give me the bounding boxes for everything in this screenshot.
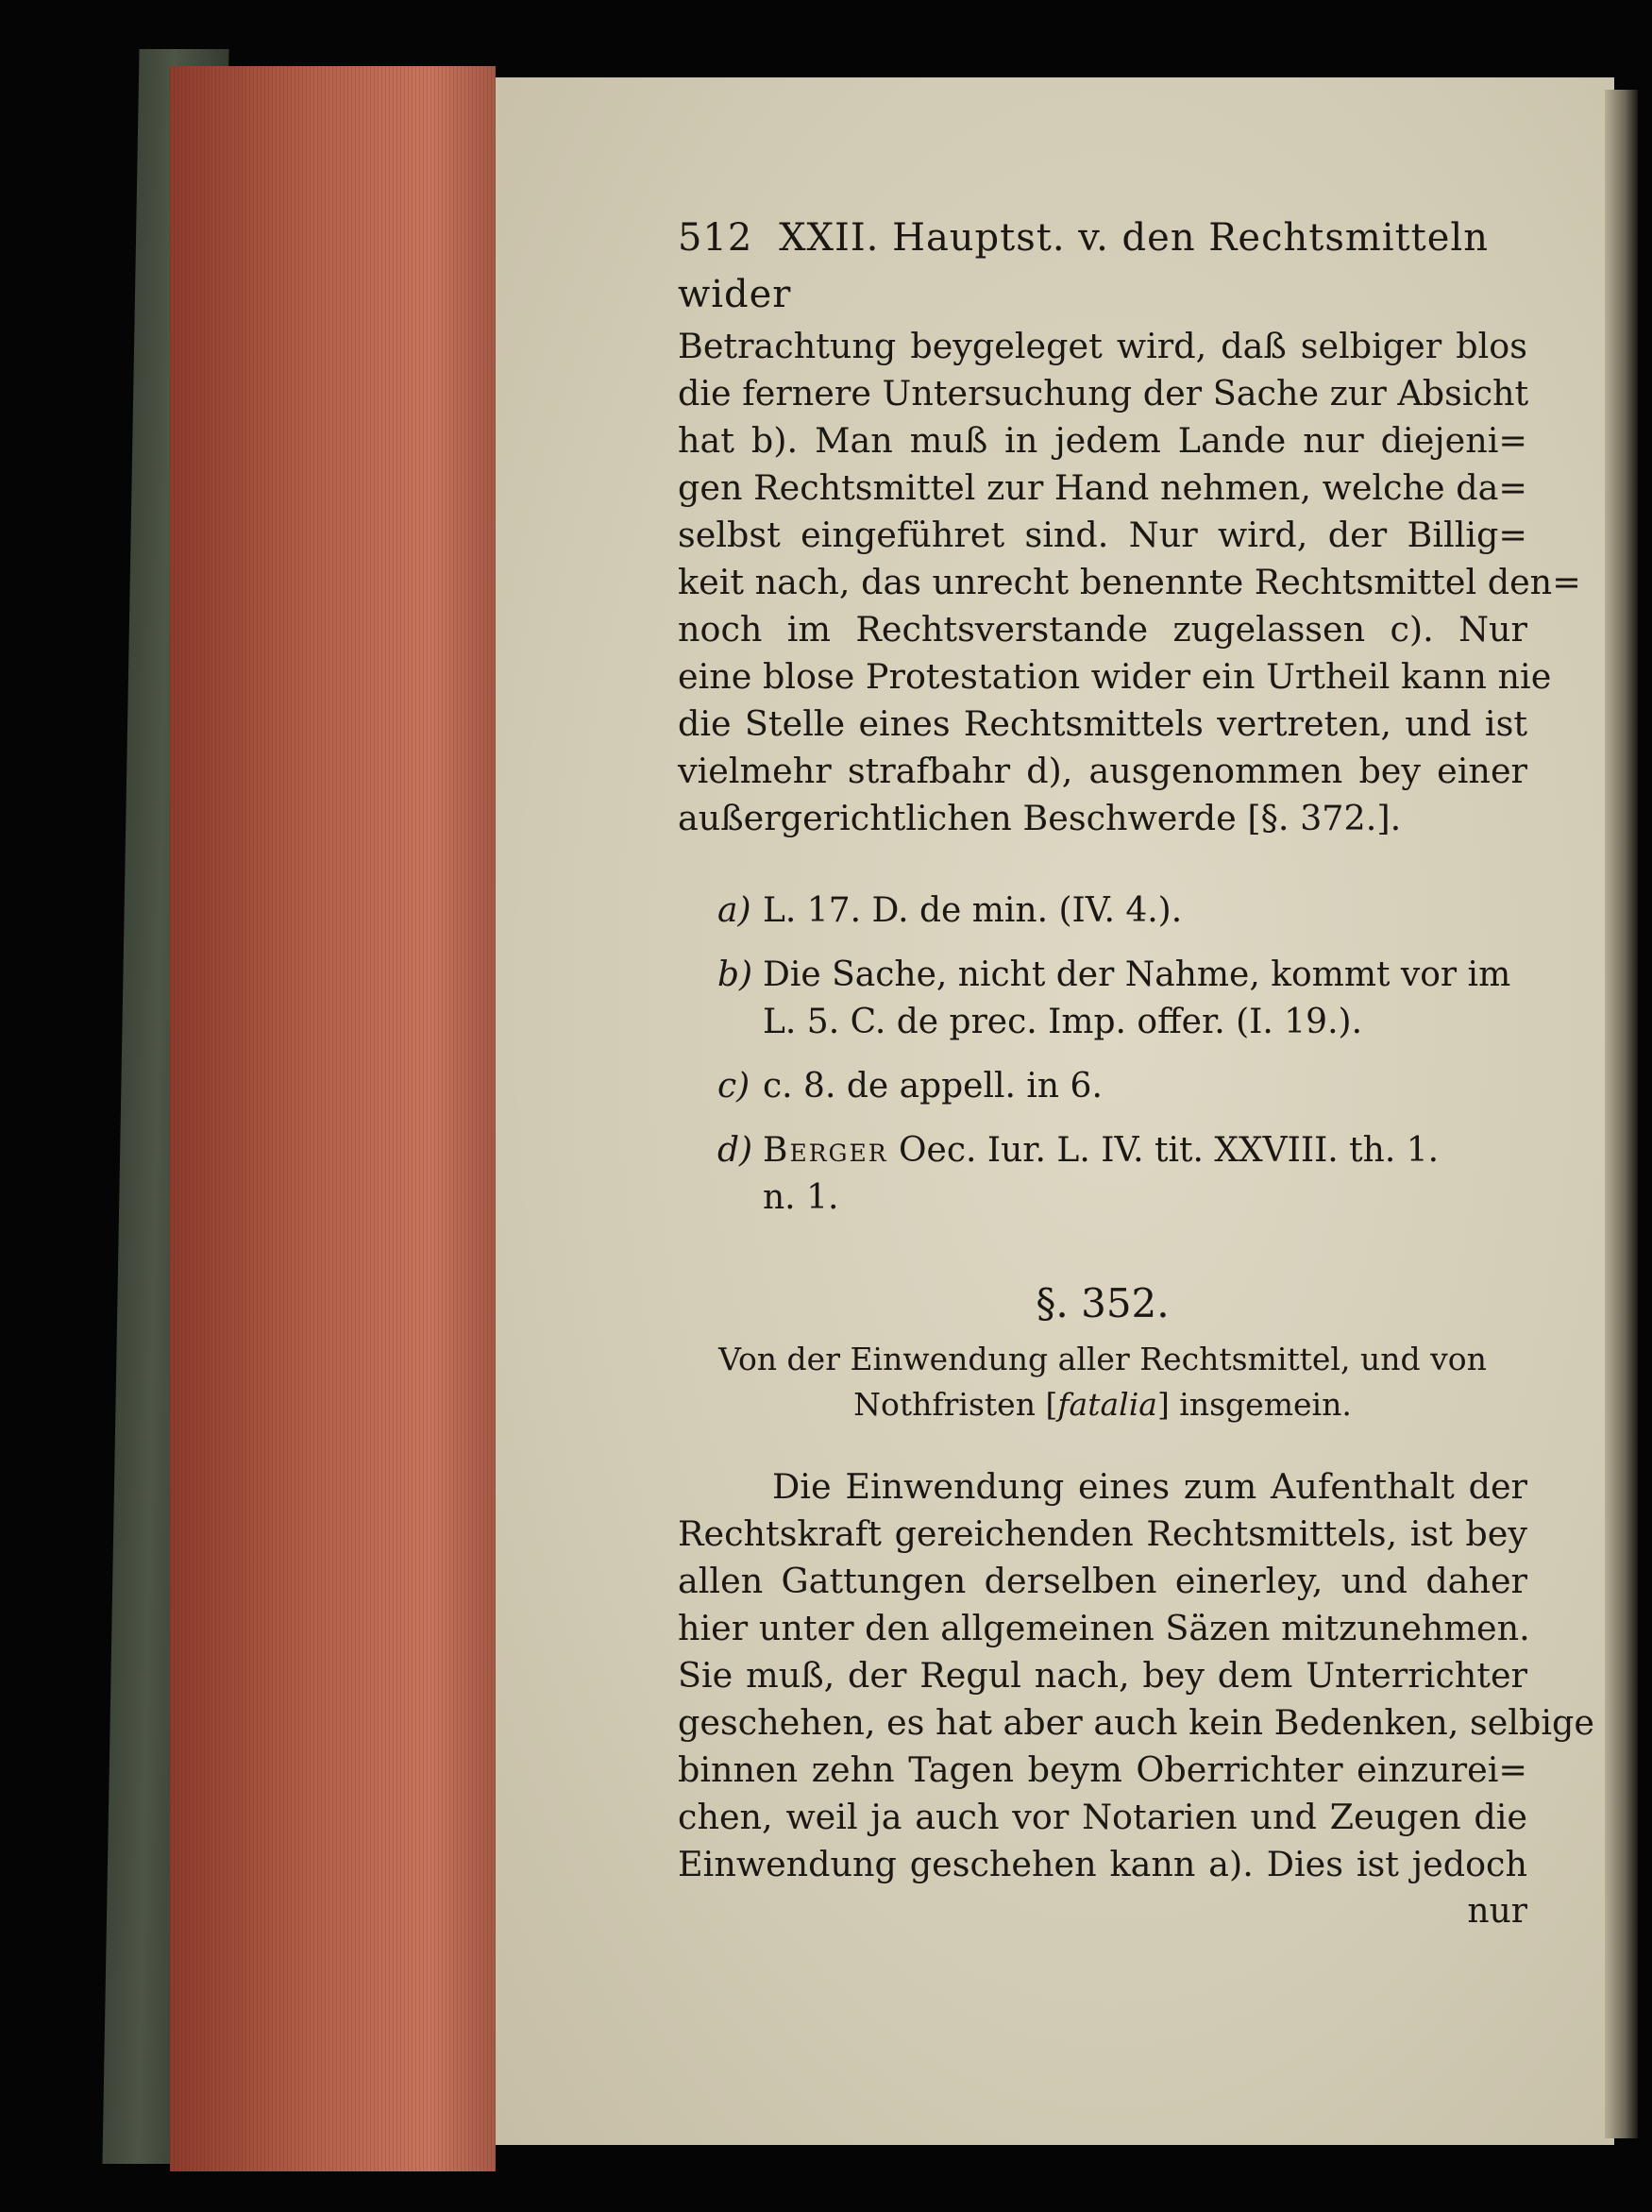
text-line: die Stelle eines Rechtsmittels vertreten, und ist xyxy=(678,703,1527,744)
text-line: selbst eingeführet sind. Nur wird, der Billig= xyxy=(678,515,1527,555)
section-heading-line: Von der Einwendung aller Rechtsmittel, und von xyxy=(718,1341,1487,1377)
text-line: die fernere Untersuchung der Sache zur Absicht xyxy=(678,373,1529,414)
page-text-block xyxy=(678,210,1594,1935)
text-line: hier unter den allgemeinen Säzen mitzunehmen. xyxy=(678,1608,1530,1648)
paragraph-2 xyxy=(678,1463,1594,1888)
heading-text: Nothfristen [ xyxy=(853,1386,1058,1423)
text-line: Die Einwendung eines zum Aufenthalt der xyxy=(772,1466,1527,1507)
text-line: hat b). Man muß in jedem Lande nur diejeni= xyxy=(678,420,1527,461)
citation: Oec. Iur. L. IV. tit. XXVIII. th. 1. xyxy=(887,1131,1440,1170)
text-line: noch im Rechtsverstande zugelassen c). Nur xyxy=(678,609,1527,650)
running-header xyxy=(678,210,1527,316)
text-line: Einwendung geschehen kann a). Dies ist jedoch xyxy=(678,1844,1527,1884)
text-line: binnen zehn Tagen beym Oberrichter einzurei= xyxy=(678,1749,1527,1790)
text-line: chen, weil ja auch vor Notarien und Zeugen die xyxy=(678,1797,1527,1837)
section-number: §. 352. xyxy=(1036,1280,1170,1326)
text-line: eine blose Protestation wider ein Urtheil kann nie xyxy=(678,656,1552,697)
footnote-text xyxy=(763,1127,1527,1174)
footnote-text: Die Sache, nicht der Nahme, kommt vor im xyxy=(763,955,1511,994)
footnote-b xyxy=(678,952,1527,1046)
section-heading-line xyxy=(678,1382,1527,1427)
footnotes xyxy=(678,887,1527,1222)
page-number: 512 xyxy=(678,216,753,260)
footnote-text: L. 5. C. de prec. Imp. offer. (I. 19.). xyxy=(763,1003,1363,1041)
footnote-mark: c) xyxy=(717,1067,750,1106)
footnote-mark: a) xyxy=(717,891,751,930)
text-line: Sie muß, der Regul nach, bey dem Unterrichter xyxy=(678,1655,1527,1696)
footnote-c xyxy=(678,1063,1527,1110)
section-heading xyxy=(678,1337,1527,1427)
text-line: Betrachtung beygeleget wird, daß selbiger blos xyxy=(678,326,1527,366)
text-line: gen Rechtsmittel zur Hand nehmen, welche da= xyxy=(678,467,1527,508)
text-line: keit nach, das unrecht benennte Rechtsmittel den= xyxy=(678,562,1581,602)
page-gutter-shadow xyxy=(1605,90,1638,2138)
text-line: außergerichtlichen Beschwerde [§. 372.]. xyxy=(678,798,1402,838)
paragraph-1 xyxy=(678,323,1581,842)
footnote-a xyxy=(678,887,1527,935)
heading-text: ] insgemein. xyxy=(1156,1386,1352,1423)
footnote-mark: b) xyxy=(717,955,753,994)
page-edges xyxy=(170,66,496,2171)
footnote-text: n. 1. xyxy=(763,1178,839,1217)
footnote-d xyxy=(678,1127,1527,1222)
author-name: Berger xyxy=(763,1131,888,1170)
footnote-mark: d) xyxy=(717,1131,753,1170)
text-line: vielmehr strafbahr d), ausgenommen bey einer xyxy=(678,751,1527,791)
heading-latin-term: fatalia xyxy=(1057,1386,1157,1423)
text-line: allen Gattungen derselben einerley, und daher xyxy=(678,1561,1527,1601)
running-title: XXII. Hauptst. v. den Rechtsmitteln wider xyxy=(678,216,1489,316)
footnote-text: L. 17. D. de min. (IV. 4.). xyxy=(763,891,1183,930)
text-line: Rechtskraft gereichenden Rechtsmittels, ist bey xyxy=(678,1513,1527,1554)
text-line: geschehen, es hat aber auch kein Bedenken, selbige xyxy=(678,1702,1594,1743)
catchword: nur xyxy=(1467,1892,1527,1931)
footnote-text: c. 8. de appell. in 6. xyxy=(763,1067,1103,1106)
